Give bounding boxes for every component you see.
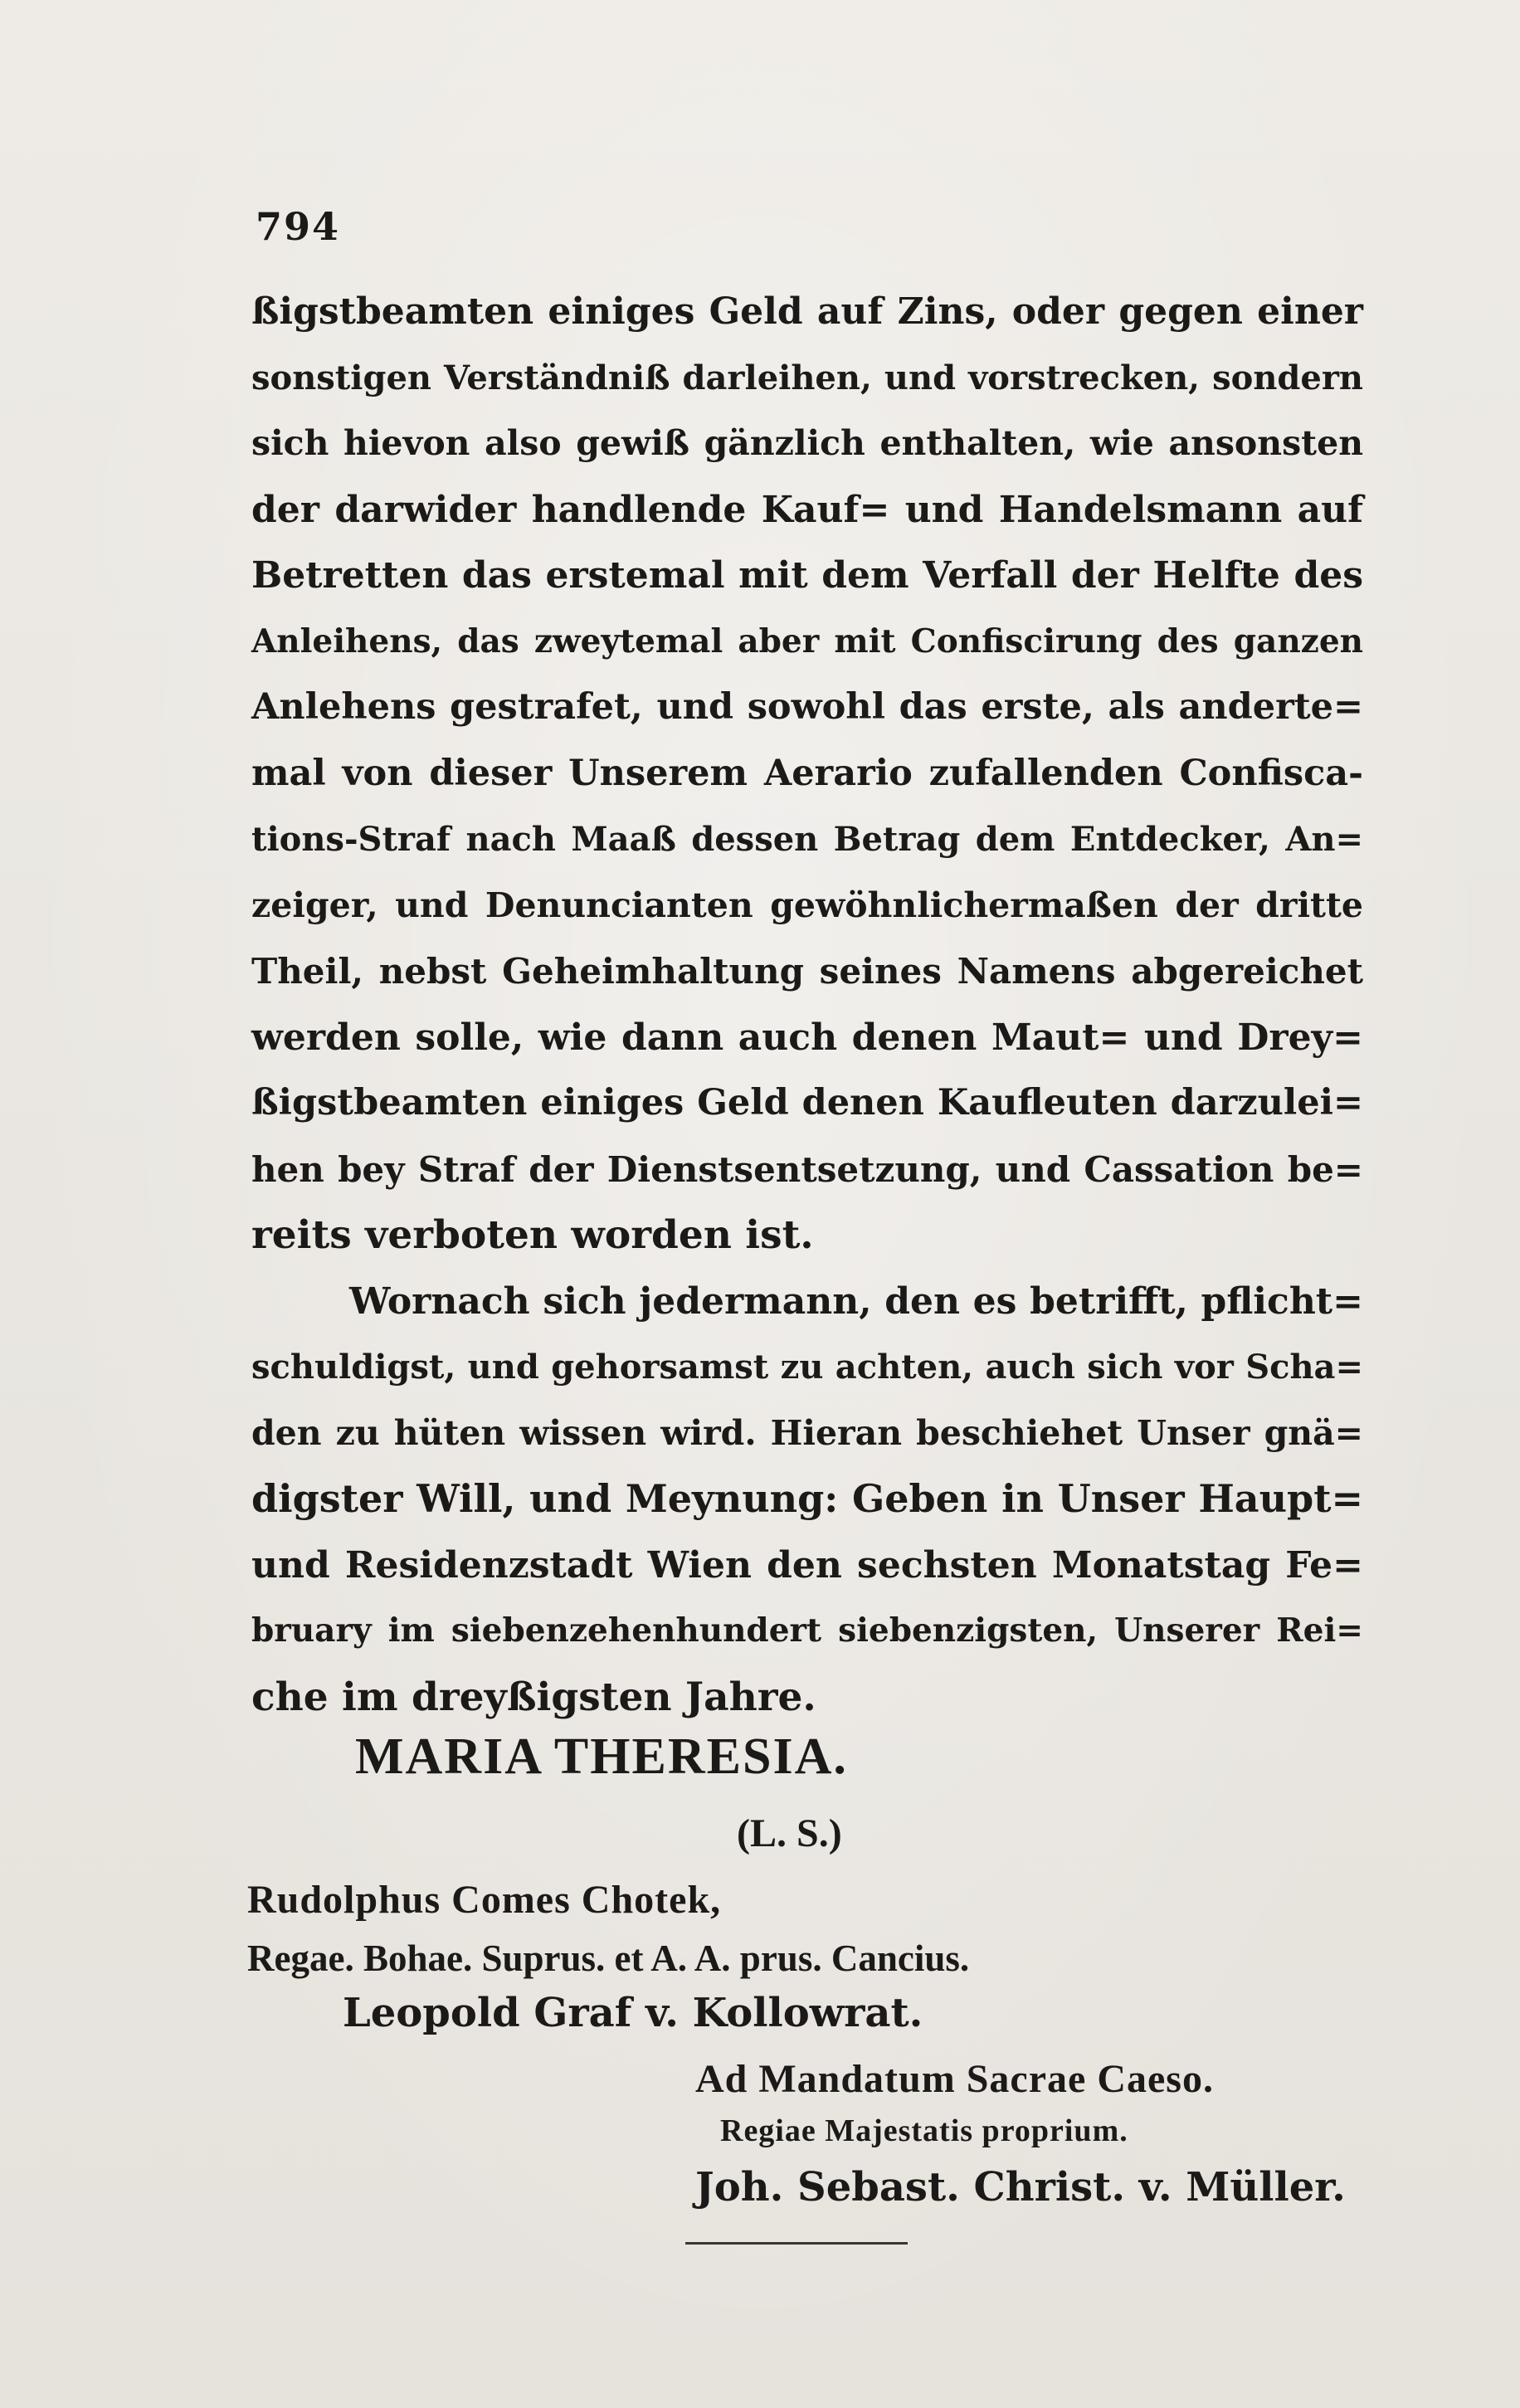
text-line: tions-Straf nach Maaß dessen Betrag dem Entdecker, An= xyxy=(251,820,1363,859)
signatory-mueller: Joh. Sebast. Christ. v. Müller. xyxy=(695,2164,1346,2211)
text-line: Anlehens gestrafet, und sowohl das erste, als anderte= xyxy=(251,686,1363,728)
text-line: sich hievon also gewiß gänzlich enthalten, wie ansonsten xyxy=(251,423,1363,463)
signatory-chotek-title: Regae. Bohae. Suprus. et A. A. prus. Cancius. xyxy=(247,1938,970,1979)
text-line: Theil, nebst Geheimhaltung seines Namens abgereichet xyxy=(251,951,1363,992)
text-line: reits verboten worden ist. xyxy=(251,1212,814,1258)
decree-body xyxy=(251,279,1363,1730)
closing-rule xyxy=(685,2242,908,2245)
text-line: werden solle, wie dann auch denen Maut= und Drey= xyxy=(251,1016,1363,1059)
text-line: und Residenzstadt Wien den sechsten Monatstag Fe= xyxy=(251,1543,1363,1587)
signatory-kollowrat: Leopold Graf v. Kollowrat. xyxy=(343,1990,923,2036)
mandate-line-1: Ad Mandatum Sacrae Caeso. xyxy=(695,2057,1214,2101)
text-line: che im dreyßigsten Jahre. xyxy=(251,1674,816,1720)
text-line: ßigstbeamten einiges Geld denen Kaufleuten darzulei= xyxy=(251,1082,1363,1124)
text-line: der darwider handlende Kauf= und Handelsmann auf xyxy=(251,488,1363,531)
sovereign-signature: MARIA THERESIA. xyxy=(355,1728,848,1785)
text-line: mal von dieser Unserem Aerario zufallenden Confisca- xyxy=(251,752,1363,794)
text-line: Wornach sich jedermann, den es betrifft, pflicht= xyxy=(349,1280,1363,1323)
text-line: sonstigen Verständniß darleihen, und vorstrecken, sondern xyxy=(251,358,1363,397)
seal-mark: (L. S.) xyxy=(737,1811,842,1855)
text-line: ßigstbeamten einiges Geld auf Zins, oder gegen einer xyxy=(251,290,1363,333)
text-line: digster Will, und Meynung: Geben in Unser Haupt= xyxy=(251,1476,1363,1521)
signatory-chotek: Rudolphus Comes Chotek, xyxy=(247,1878,722,1922)
mandate-line-2: Regiae Majestatis proprium. xyxy=(720,2113,1128,2148)
text-line: Anleihens, das zweytemal aber mit Confiscirung des ganzen xyxy=(251,621,1363,660)
text-line: zeiger, und Denuncianten gewöhnlichermaßen der dritte xyxy=(251,885,1363,925)
text-line: bruary im siebenzehenhundert siebenzigsten, Unserer Rei= xyxy=(251,1611,1363,1650)
text-line: den zu hüten wissen wird. Hieran beschiehet Unser gnä= xyxy=(251,1412,1363,1453)
text-line: hen bey Straf der Dienstsentsetzung, und Cassation be= xyxy=(251,1148,1363,1190)
page-number: 794 xyxy=(256,204,341,249)
text-line: schuldigst, und gehorsamst zu achten, auch sich vor Scha= xyxy=(251,1348,1363,1387)
text-line: Betretten das erstemal mit dem Verfall der Helfte des xyxy=(251,554,1363,597)
